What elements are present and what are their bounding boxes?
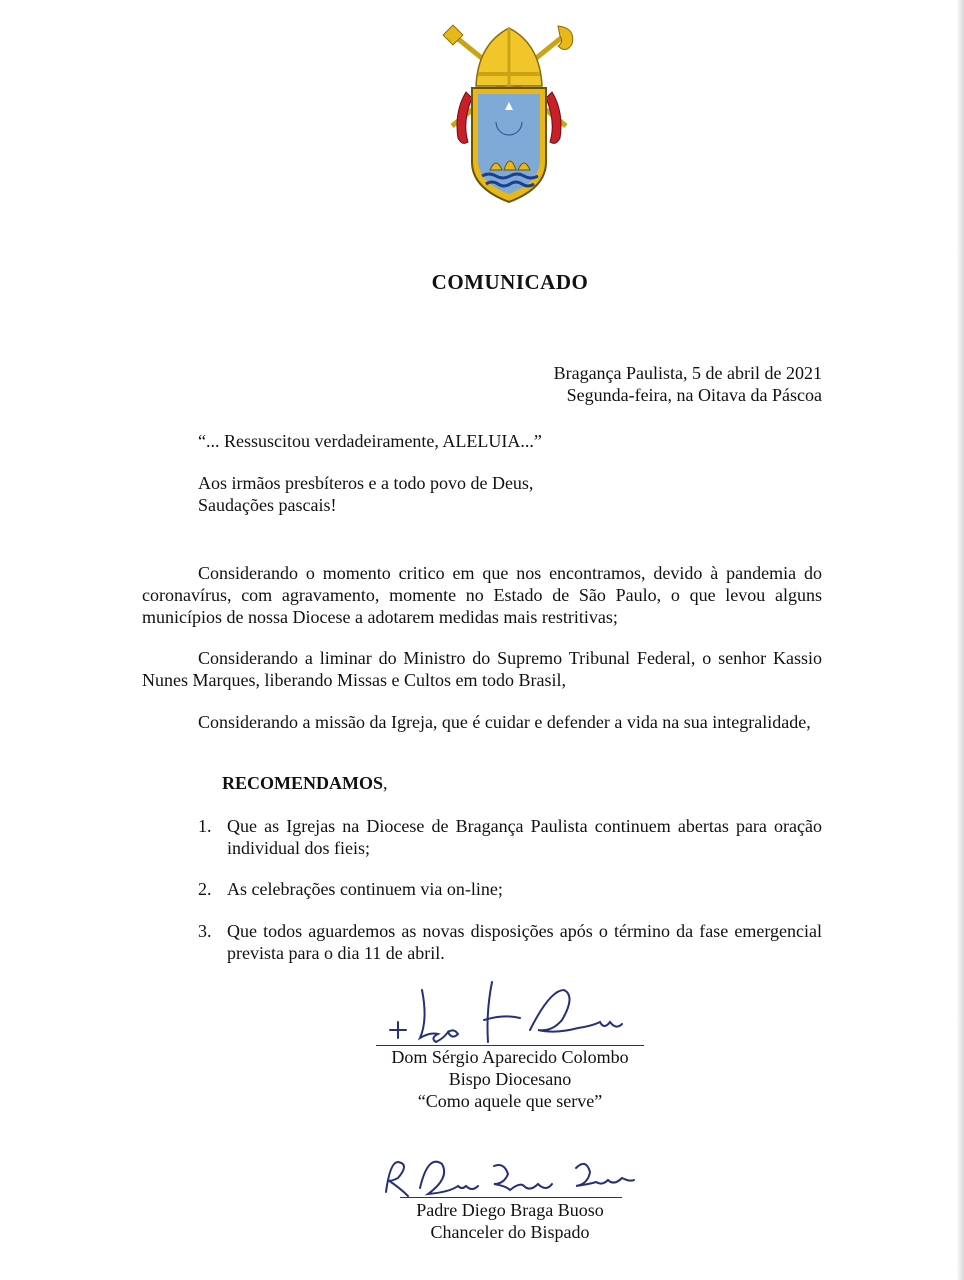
list-item-text: As celebrações continuem via on-line; [227, 879, 503, 899]
paragraph-text: Considerando a liminar do Ministro do Supremo Tribunal Federal, o senhor Kassio Nunes Marques, liberando Missas e Cultos em todo Brasil, [142, 648, 822, 690]
bishop-signature-icon [380, 970, 640, 1050]
chancellor-signature-line [400, 1197, 622, 1198]
list-item-text: Que as Igrejas na Diocese de Bragança Paulista continuem abertas para oração individual dos fieis; [227, 816, 822, 858]
recommend-heading [222, 773, 388, 794]
chancellor-signature-icon [376, 1148, 646, 1204]
list-item-number: 1. [198, 816, 212, 836]
easter-quote: “... Ressuscitou verdadeiramente, ALELUIA...” [198, 431, 542, 451]
paragraph-text: Considerando a missão da Igreja, que é cuidar e defender a vida na sua integralidade, [198, 712, 811, 732]
list-item [198, 878, 822, 900]
recommend-punct: , [383, 773, 388, 793]
list-item-number: 3. [198, 921, 212, 941]
paragraph-text: Considerando o momento critico em que nos encontramos, devido à pandemia do coronavírus, com agravamento, momente no Estado de São Paulo, o que levou alguns municípios de nossa Diocese a adotarem medidas mais restritivas; [142, 563, 822, 627]
chancellor-name: Padre Diego Braga Buoso [416, 1200, 604, 1220]
list-item [198, 815, 822, 859]
bishop-role: Bispo Diocesano [448, 1069, 572, 1089]
date-block [554, 362, 822, 406]
chancellor-signature-block [360, 1199, 660, 1243]
diocese-coat-of-arms-icon [438, 22, 580, 206]
paragraph-church-mission [142, 711, 822, 733]
list-item [198, 920, 822, 964]
paragraph-court-ruling [142, 647, 822, 691]
greeting-recipients: Aos irmãos presbíteros e a todo povo de Deus, [198, 473, 534, 493]
document-title: COMUNICADO [431, 270, 589, 294]
greeting-salutation: Saudações pascais! [198, 495, 337, 515]
list-item-text: Que todos aguardemos as novas disposições após o término da fase emergencial prevista para o dia 11 de abril. [227, 921, 822, 963]
recommend-label: RECOMENDAMOS [222, 773, 383, 793]
paragraph-pandemic [142, 562, 822, 628]
bishop-signature-block [360, 1046, 660, 1112]
list-item-number: 2. [198, 879, 212, 899]
liturgical-date-line: Segunda-feira, na Oitava da Páscoa [566, 385, 822, 405]
bishop-name: Dom Sérgio Aparecido Colombo [391, 1047, 629, 1067]
bishop-motto: “Como aquele que serve” [417, 1091, 603, 1111]
page-edge-shadow [956, 0, 964, 1280]
date-line: Bragança Paulista, 5 de abril de 2021 [553, 363, 822, 383]
chancellor-role: Chanceler do Bispado [430, 1222, 590, 1242]
